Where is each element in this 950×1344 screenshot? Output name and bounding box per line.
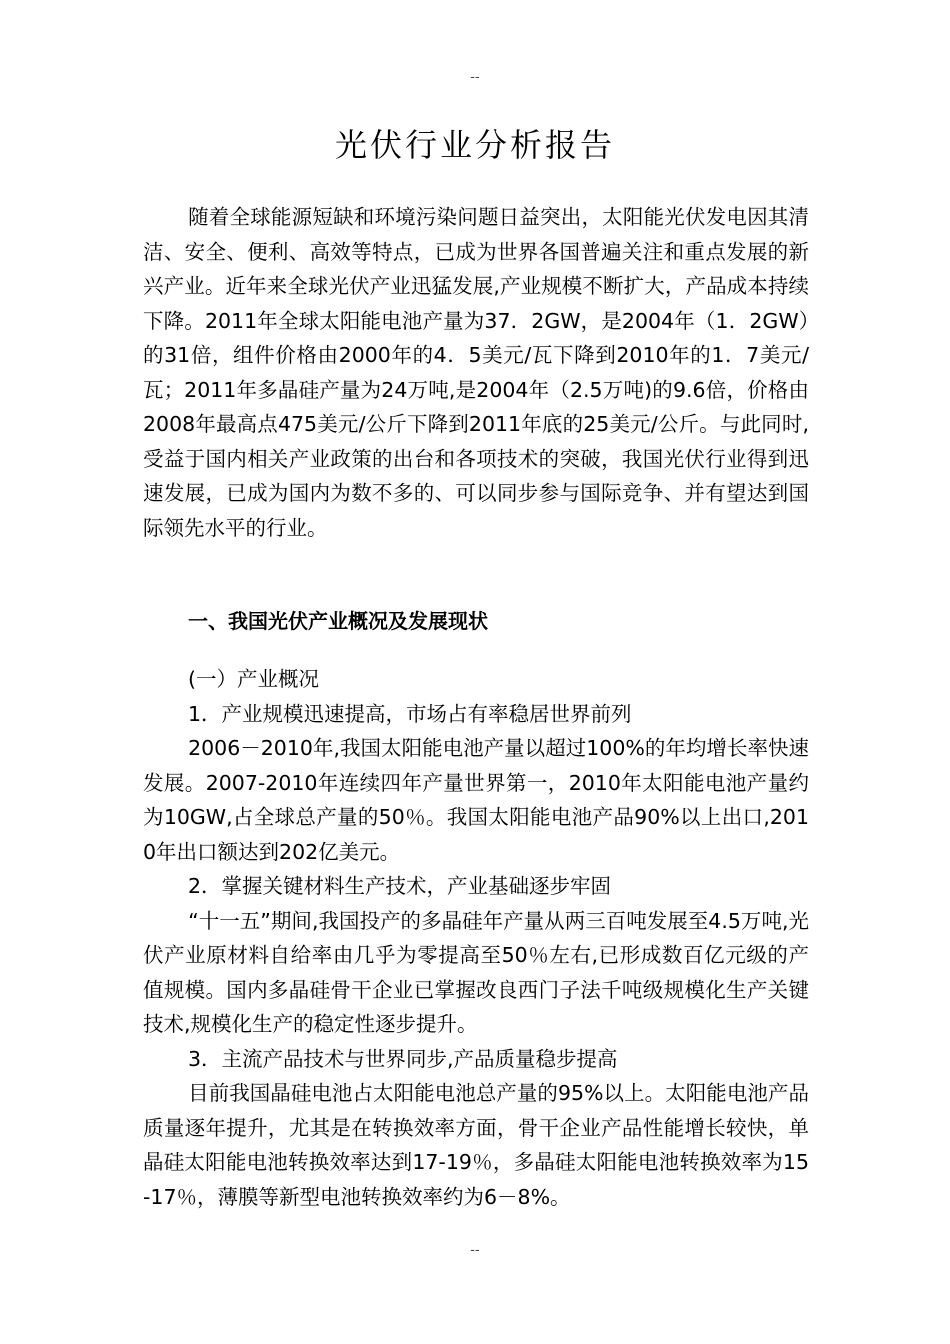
intro-paragraph-container xyxy=(143,200,809,545)
subsection-container xyxy=(143,662,809,1214)
subsection-1-heading: (一）产业概况 xyxy=(188,667,319,691)
item-1-body: 2006－2010年,我国太阳能电池产量以超过100%的年均增长率快速发展。2007-2010年连续四年产量世界第一，2010年太阳能电池产量约为10GW,占全球总产量的50％。我国太阳能电池产品90%以上出口,2010年出口额达到202亿美元。 xyxy=(143,736,809,864)
item-3-heading: 3．主流产品技术与世界同步,产品质量稳步提高 xyxy=(188,1046,618,1071)
item-2-body: “十一五”期间,我国投产的多晶硅年产量从两三百吨发展至4.5万吨,光伏产业原材料自给率由几乎为零提高至50％左右,已形成数百亿元级的产值规模。国内多晶硅骨干企业已掌握改良西门子法千吨级规模化生产关键技术,规模化生产的稳定性逐步提升。 xyxy=(143,908,809,1036)
item-2-heading: 2．掌握关键材料生产技术，产业基础逐步牢固 xyxy=(188,874,612,898)
page-marker-bottom: -- xyxy=(470,1243,480,1258)
document-title: 光伏行业分析报告 xyxy=(334,126,615,164)
page-marker-top: -- xyxy=(470,70,480,85)
section-1-container xyxy=(143,604,809,639)
section-1-heading: 一、我国光伏产业概况及发展现状 xyxy=(188,609,488,633)
item-1-heading: 1．产业规模迅速提高，市场占有率稳居世界前列 xyxy=(188,701,632,726)
item-3-body: 目前我国晶硅电池占太阳能电池总产量的95%以上。太阳能电池产品质量逐年提升，尤其是在转换效率方面，骨干企业产品性能增长较快，单晶硅太阳能电池转换效率达到17-19％，多晶硅太阳能电池转换效率为15-17％，薄膜等新型电池转换效率约为6－8%。 xyxy=(143,1081,809,1209)
intro-paragraph: 随着全球能源短缺和环境污染问题日益突出，太阳能光伏发电因其清洁、安全、便利、高效等特点，已成为世界各国普遍关注和重点发展的新兴产业。近年来全球光伏产业迅猛发展,产业规模不断扩大，产品成本持续下降。2011年全球太阳能电池产量为37．2GW，是2004年（1．2GW）的31倍，组件价格由2000年的4．5美元/瓦下降到2010年的1．7美元/瓦；2011年多晶硅产量为24万吨,是2004年（2.5万吨)的9.6倍，价格由2008年最高点475美元/公斤下降到2011年底的25美元/公斤。与此同时,受益于国内相关产业政策的出台和各项技术的突破，我国光伏行业得到迅速发展，已成为国内为数不多的、可以同步参与国际竞争、并有望达到国际领先水平的行业。 xyxy=(143,205,809,540)
